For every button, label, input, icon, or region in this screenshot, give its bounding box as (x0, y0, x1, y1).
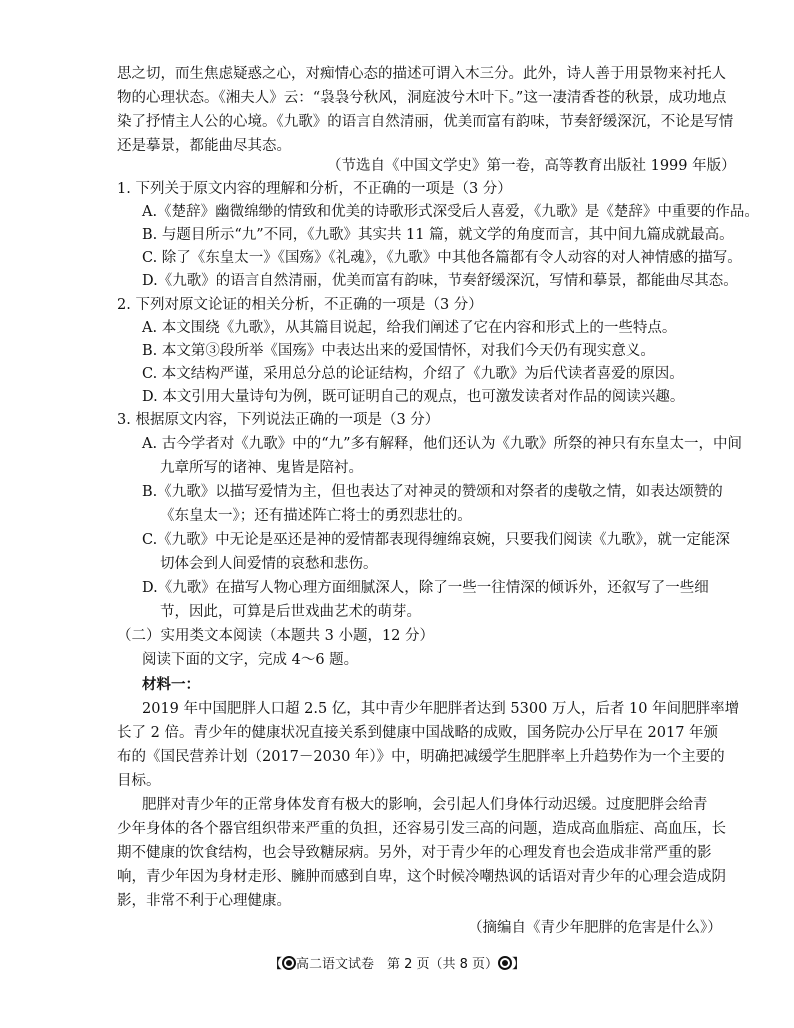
question-3-option-d-cont: 节，因此，可算是后世戏曲艺术的萌芽。 (160, 604, 421, 620)
question-2-option-d: D. 本文引用大量诗句为例，既可证明自己的观点，也可激发读者对作品的阅读兴趣。 (142, 389, 685, 405)
material-line: 布的《国民营养计划（2017－2030 年）》中，明确把减缓学生肥胖率上升趋势作为一个主要的 (117, 749, 725, 765)
passage-line: 思之切，而生焦虑疑惑之心，对痴情心态的描述可谓入木三分。此外，诗人善于用景物来衬托人 (117, 66, 726, 82)
passage-line: 染了抒情主人公的心境。《九歌》的语言自然清丽，优美而富有韵味，节奏舒缓深沉，不论是写情 (117, 114, 734, 130)
material-line: 影，非常不利于心理健康。 (117, 893, 291, 909)
question-3-option-b: B.《九歌》以描写爱情为主，但也表达了对神灵的赞颂和对祭者的虔敬之情，如表达颂赞的 (142, 484, 723, 500)
material-line: 2019 年中国肥胖人口超 2.5 亿，其中青少年肥胖者达到 5300 万人，后者 10 年间肥胖率增 (142, 701, 740, 717)
passage-source: （节选自《中国文学史》第一卷，高等教育出版社 1999 年版） (327, 158, 736, 174)
material-line: 长了 2 倍。青少年的健康状况直接关系到健康中国战略的成败，国务院办公厅早在 2017 年颁 (117, 725, 719, 741)
material-line: 少年身体的各个器官组织带来严重的负担，还容易引发三高的问题，造成高血脂症、高血压，长 (117, 821, 726, 837)
page-footer: 【 高二语文试卷 第 2 页（共 8 页） 】 (268, 957, 526, 972)
question-2-stem: 2. 下列对原文论证的相关分析，不正确的一项是（3 分） (117, 297, 483, 313)
material-label: 材料一： (142, 676, 200, 693)
question-3-option-a-cont: 九章所写的诸神、鬼皆是陪衬。 (160, 460, 363, 476)
question-1-option-b: B. 与题目所示“九”不同，《九歌》其实共 11 篇，就文学的角度而言，其中间九篇成就最高。 (142, 227, 734, 243)
passage-line: 物的心理状态。《湘夫人》云：“袅袅兮秋风，洞庭波兮木叶下。”这一凄清香苍的秋景，成功地点 (117, 90, 727, 106)
question-3-option-c-cont: 切体会到人间爱情的哀愁和悲伤。 (160, 556, 378, 572)
question-2-option-c: C. 本文结构严谨，采用总分总的论证结构，介绍了《九歌》为后代读者喜爱的原因。 (142, 366, 684, 382)
question-3-option-b-cont: 《东皇太一》；还有描述阵亡将士的勇烈悲壮的。 (160, 508, 472, 524)
question-1-option-a: A.《楚辞》幽微绵缈的情致和优美的诗歌形式深受后人喜爱，《九歌》是《楚辞》中重要的作品。 (142, 204, 759, 220)
question-3-option-d: D.《九歌》在描写人物心理方面细腻深人，除了一些一往情深的倾诉外，还叙写了一些细 (142, 580, 709, 596)
passage-line: 还是摹景，都能曲尽其态。 (117, 138, 291, 154)
question-3-option-c: C.《九歌》中无论是巫还是神的爱情都表现得缠绵哀婉，只要我们阅读《九歌》，就一定能深 (142, 532, 730, 548)
question-1-stem: 1. 下列关于原文内容的理解和分析，不正确的一项是（3 分） (117, 181, 512, 197)
material-line: 肥胖对青少年的正常身体发育有极大的影响，会引起人们身体行动迟缓。过度肥胖会给青 (142, 797, 708, 813)
question-1-option-c: C. 除了《东皇太一》《国殇》《礼魂》，《九歌》中其他各篇都有令人动容的对人神情感的描写。 (142, 250, 742, 266)
question-3-option-a: A. 古今学者对《九歌》中的“九”多有解释，他们还认为《九歌》所祭的神只有东皇太一，中间 (142, 436, 743, 452)
material-line: 目标。 (117, 773, 161, 789)
question-2-option-b: B. 本文第③段所举《国殇》中表达出来的爱国情怀，对我们今天仍有现实意义。 (142, 343, 655, 359)
question-2-option-a: A. 本文围绕《九歌》，从其篇目说起，给我们阐述了它在内容和形式上的一些特点。 (142, 320, 677, 336)
question-1-option-d: D.《九歌》的语言自然清丽，优美而富有韵味，节奏舒缓深沉，写情和摹景，都能曲尽其态。 (142, 273, 738, 289)
material-source: （摘编自《青少年肥胖的危害是什么》） (468, 920, 722, 936)
circle-mark-icon (282, 956, 296, 970)
footer-text: 高二语文试卷 第 2 页（共 8 页） (295, 957, 499, 972)
section-instruction: 阅读下面的文字，完成 4～6 题。 (142, 652, 359, 668)
circle-mark-icon (498, 956, 512, 970)
material-line: 期不健康的饮食结构，也会导致糖尿病。另外，对于青少年的心理发育也会造成非常严重的影 (117, 845, 712, 861)
question-3-stem: 3. 根据原文内容，下列说法正确的一项是（3 分） (117, 412, 440, 428)
material-line: 响，青少年因为身材走形、臃肿而感到自卑，这个时候冷嘲热讽的话语对青少年的心理会造成阴 (117, 869, 726, 885)
section-heading: （二）实用类文本阅读（本题共 3 小题，12 分） (117, 628, 435, 644)
